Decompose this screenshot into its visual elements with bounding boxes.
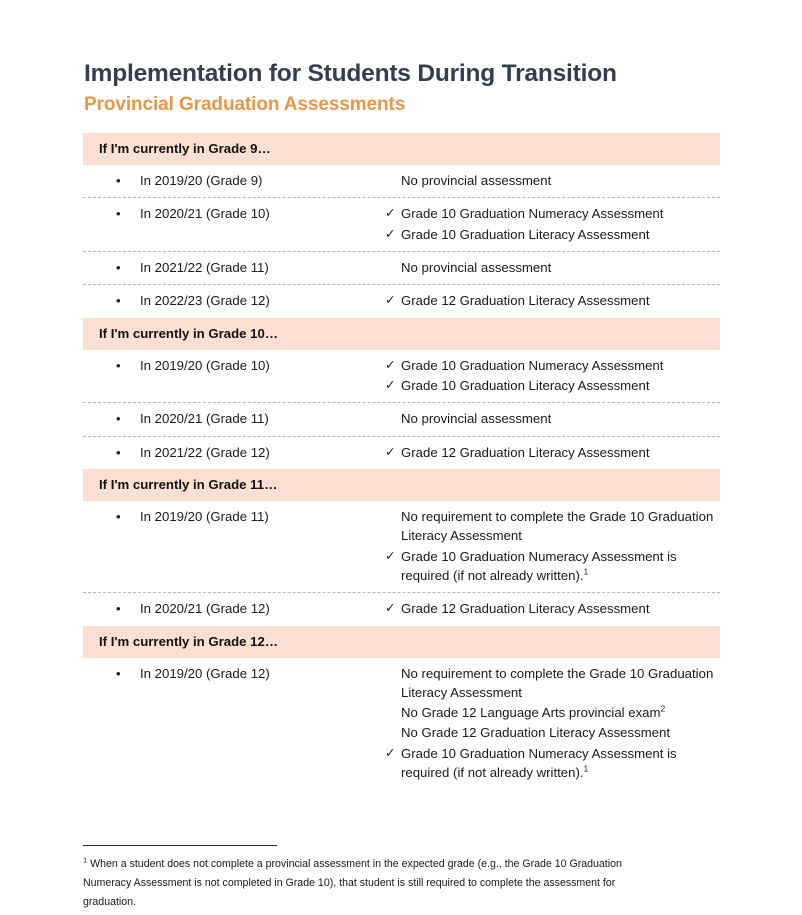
row-year-cell [83,258,383,278]
row-assessment-cell [383,409,720,428]
page-subtitle: Provincial Graduation Assessments [84,94,406,116]
assessment-item-text: No requirement to complete the Grade 10 Graduation Literacy Assessment [401,665,714,700]
assessment-item-note [385,723,720,742]
assessment-item-text: No provincial assessment [401,172,552,188]
row-assessment-cell [383,599,720,618]
footnote-reference: 1 [583,763,589,774]
row-year-cell [83,664,383,684]
row-assessment-cell [383,171,720,190]
row-assessment-cell [383,356,720,396]
check-icon: ✓ [385,357,396,372]
assessment-item-text: Grade 10 Graduation Numeracy Assessment is required (if not already written). [401,745,677,781]
table-row [83,350,720,404]
table-row [83,501,720,593]
table-row [83,198,720,252]
bullet-icon: • [116,444,121,460]
footnote-item [83,855,643,912]
table-row [83,165,720,199]
bullet-icon: • [116,172,121,188]
assessment-item-note [385,171,720,190]
check-icon: ✓ [385,548,396,563]
footnote-text: When a student does not complete a provincial assessment in the expected grade (e.g., the Grade 10 Graduation Numeracy Assessment is not completed in Grade 10), that student is still required to complete the assessment for graduation. [83,858,622,908]
assessment-item-text: Grade 12 Graduation Literacy Assessment [401,293,650,309]
bullet-icon: • [116,601,121,617]
row-year-label: In 2019/20 (Grade 11) [140,509,269,525]
section-header: If I'm currently in Grade 12… [83,626,720,658]
row-year-label: In 2020/21 (Grade 10) [140,206,270,222]
row-assessment-cell [383,291,720,310]
row-year-cell [83,599,383,619]
row-year-label: In 2019/20 (Grade 10) [140,357,270,373]
assessment-item-note [385,703,720,722]
assessment-item-text: Grade 10 Graduation Numeracy Assessment is required (if not already written). [401,548,677,583]
row-year-cell [83,291,383,311]
bullet-icon: • [116,293,121,309]
assessment-item-note [385,258,720,277]
assessment-item-text: No requirement to complete the Grade 10 Graduation Literacy Assessment [401,509,714,544]
row-year-cell [83,409,383,429]
assessment-item-required [385,744,720,783]
footnote-reference: 2 [660,703,666,714]
section-header: If I'm currently in Grade 10… [83,318,720,350]
table-row [83,252,720,286]
assessment-item-note [385,664,720,703]
assessment-item-required [385,204,720,223]
bullet-icon: • [116,357,121,373]
assessment-item-required [385,225,720,244]
assessment-item-required [385,376,720,395]
table-row [83,593,720,626]
assessment-item-text: No provincial assessment [401,411,552,427]
row-assessment-cell [383,258,720,277]
table-row [83,658,720,790]
assessment-item-text: Grade 10 Graduation Numeracy Assessment [401,357,664,373]
check-icon: ✓ [385,444,396,459]
row-assessment-cell [383,507,720,585]
row-assessment-cell [383,443,720,462]
assessment-item-text: Grade 10 Graduation Literacy Assessment [401,226,650,242]
assessment-item-required [385,547,720,586]
footnote-list [83,855,643,912]
check-icon: ✓ [385,377,396,392]
transition-table [83,133,720,789]
assessment-item-text: Grade 12 Graduation Literacy Assessment [401,444,650,460]
row-year-label: In 2021/22 (Grade 12) [140,444,270,460]
check-icon: ✓ [385,601,396,616]
table-row [83,285,720,318]
assessment-item-text: Grade 10 Graduation Numeracy Assessment [401,206,664,222]
assessment-item-note [385,507,720,546]
row-year-label: In 2020/21 (Grade 11) [140,411,269,427]
footnote-separator-rule [83,845,277,846]
check-icon: ✓ [385,226,396,241]
assessment-item-text: No Grade 12 Graduation Literacy Assessment [401,725,671,741]
table-row [83,437,720,470]
row-assessment-cell [383,664,720,783]
row-year-cell [83,507,383,527]
footnotes-area [83,845,643,912]
bullet-icon: • [116,665,121,681]
check-icon: ✓ [385,293,396,308]
footnote-marker: 1 [83,855,88,865]
assessment-item-text: No provincial assessment [401,259,552,275]
bullet-icon: • [116,509,121,525]
row-assessment-cell [383,204,720,244]
assessment-item-note [385,409,720,428]
row-year-cell [83,443,383,463]
section-header: If I'm currently in Grade 11… [83,469,720,501]
row-year-label: In 2020/21 (Grade 12) [140,601,270,617]
table-row [83,403,720,437]
row-year-cell [83,171,383,191]
assessment-item-text: No Grade 12 Language Arts provincial exam [401,705,661,721]
footnote-reference: 1 [583,566,589,577]
page-title: Implementation for Students During Transition [84,60,617,87]
assessment-item-required [385,356,720,375]
assessment-item-required [385,291,720,310]
row-year-label: In 2019/20 (Grade 12) [140,665,270,681]
assessment-item-text: Grade 12 Graduation Literacy Assessment [401,601,650,617]
row-year-cell [83,204,383,224]
row-year-label: In 2021/22 (Grade 11) [140,259,269,275]
row-year-cell [83,356,383,376]
section-header: If I'm currently in Grade 9… [83,133,720,165]
row-year-label: In 2019/20 (Grade 9) [140,172,263,188]
bullet-icon: • [116,259,121,275]
bullet-icon: • [116,411,121,427]
row-year-label: In 2022/23 (Grade 12) [140,293,270,309]
assessment-item-required [385,599,720,618]
check-icon: ✓ [385,745,396,760]
assessment-item-text: Grade 10 Graduation Literacy Assessment [401,377,650,393]
assessment-item-required [385,443,720,462]
document-content [83,60,720,789]
bullet-icon: • [116,206,121,222]
check-icon: ✓ [385,206,396,221]
